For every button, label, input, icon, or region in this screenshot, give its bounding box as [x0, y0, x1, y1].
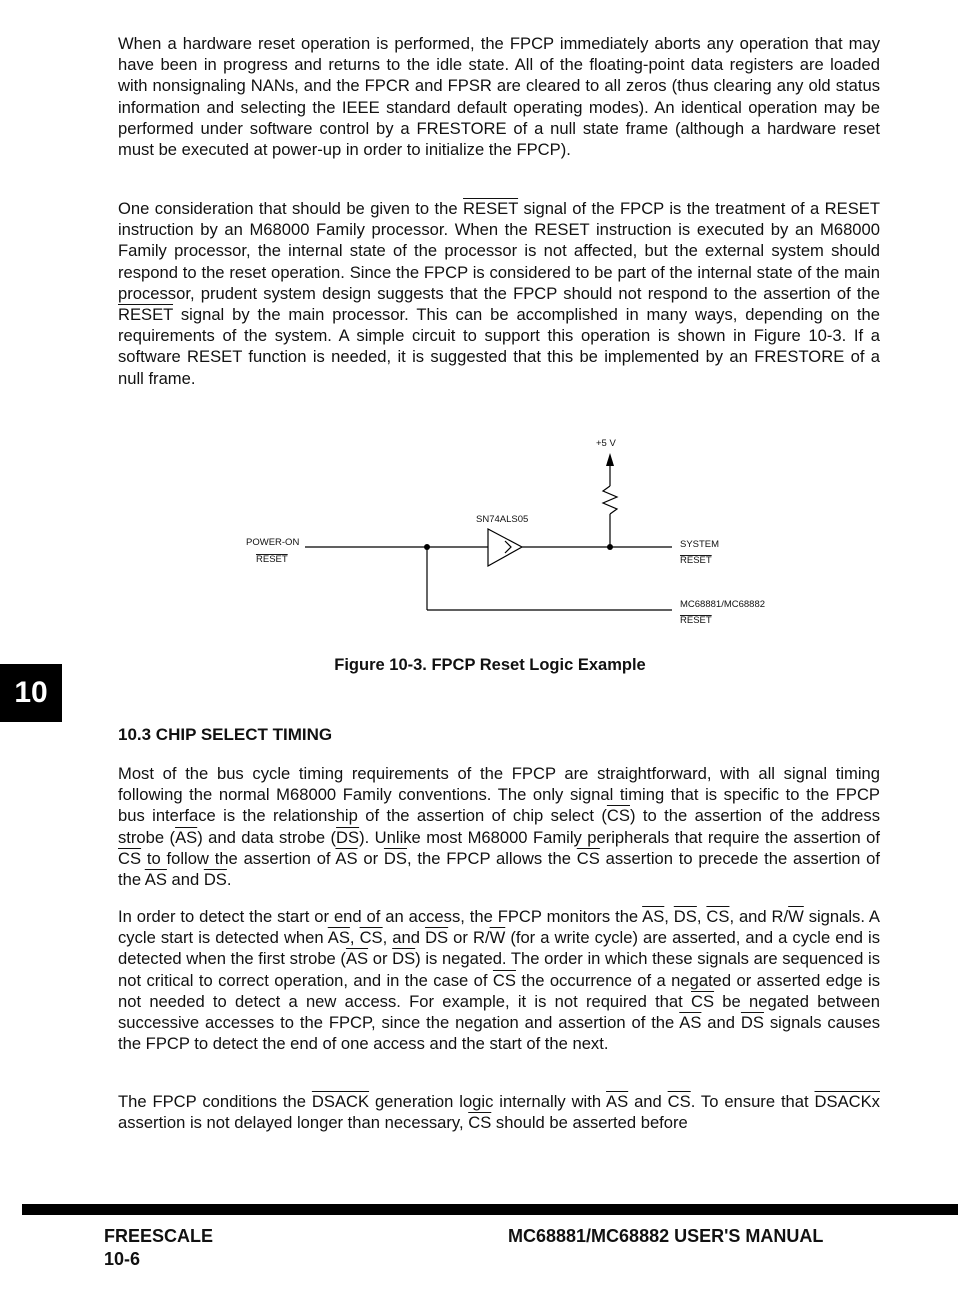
paragraph-hardware-reset: When a hardware reset operation is performed, the FPCP immediately aborts any operation that may have been in progress and returns to the idle state. All of the floating-point data registers are loaded with nonsignaling NANs, and the FPCR and FPSR are cleared to all zeros (thus clearing any old status information and selecting the IEEE standard default operating modes). An identical operation may be performed under software control by a FRESTORE of a null state frame (although a hardware reset must be executed at power-up in order to initialize the FPCP). — [118, 34, 880, 160]
junction-dot — [607, 544, 613, 550]
footer-rule — [22, 1204, 958, 1215]
section-heading: 10.3 CHIP SELECT TIMING — [118, 725, 333, 744]
paragraph-reset-consideration: One consideration that should be given to the RESET signal of the FPCP is the treatment of a RESET instruction by an M68000 Family processor. When the RESET instruction is executed by an M68000 Family processor, the internal state of the processor is not affected, but the external system should respond to the reset operation. Since the FPCP is considered to be part of the internal state of the main processor, prudent system design suggests that the FPCP should not respond to the assertion of the RESET signal by the main processor. This can be accomplished in many ways, depending on the requirements of the system. A simple circuit to support this operation is shown in Figure 10-3. If a software RESET function is needed, it is suggested that this be implemented by an FRESTORE of a null frame. — [118, 199, 881, 388]
reset-signal: RESET — [118, 305, 174, 325]
pullup-resistor — [603, 486, 617, 514]
figure-caption: Figure 10-3. FPCP Reset Logic Example — [334, 656, 646, 674]
paragraph-chip-select-timing: Most of the bus cycle timing requirements of the FPCP are straightforward, with all signal timing following the normal M68000 Family conventions. The only signal timing that is specific to the FPCP bus interface is the relationship of the assertion of chip select $(\overline{CS})$ to the assertion of the address strobe $(\overline{AS})$ and data strobe $(\overline{DS})$. Unlike most M68000 Family peripherals that require the assertion of $\overline{CS}$ to follow the assertion of $\overline{AS}$ or $\overline{DS}$, the FPCP allows the $\overline{CS}$ assertion to precede the assertion of the $\overline{AS}$ and $\overline{DS}$. — [118, 764, 880, 890]
footer-brand: FREESCALE — [104, 1226, 214, 1246]
reset-signal: RESET — [463, 199, 519, 218]
open-collector-buffer — [488, 529, 522, 566]
footer-manual-title: MC68881/MC68882 USER'S MANUAL — [508, 1226, 824, 1246]
chapter-tab: 10 — [0, 664, 62, 722]
input-label-line1: POWER-ON — [246, 537, 300, 548]
gate-label: SN74ALS05 — [476, 514, 529, 525]
paragraph-dsack-conditioning: The FPCP conditions the DSACK generation logic internally with $\overline{AS}$ and $\overline{CS}$. To ensure that DSACKx assertion is not delayed longer than necessary, $\overline{CS}$ should be asserted before — [118, 1092, 880, 1133]
junction-dot — [424, 544, 430, 550]
input-label-line2: RESET — [256, 554, 288, 565]
supply-arrow-icon — [606, 453, 614, 466]
output2-label-line1: MC68881/MC68882 — [680, 599, 766, 610]
output2-label-line2: RESET — [680, 615, 712, 626]
footer-page-number: 10-6 — [104, 1249, 141, 1269]
paragraph-access-detection: In order to detect the start or end of an access, the FPCP monitors the $\overline{AS}$, $\overline{DS}$, $\overline{CS}$, and $R/\overline{W}$ signals. A cycle start is detected when $\overline{AS}$, $\overline{CS}$, and $\overline{DS}$ or $R/\overline{W}$ (for a write cycle) are asserted, and a cycle end is detected when the first strobe ($\overline{AS}$ or $\overline{DS}$) is negated. The order in which these signals are sequenced is not critical to correct operation, and in the case of $\overline{CS}$ the occurrence of a negated or asserted edge is not needed to detect a new access. For example, it is not required that $\overline{CS}$ be negated between successive accesses to the FPCP, since the negation and assertion of the $\overline{AS}$ and $\overline{DS}$ signals causes the FPCP to detect the end of one access and the start of the next. — [118, 907, 881, 1054]
buffer-inner-mark — [505, 541, 511, 553]
supply-label: +5 V — [596, 438, 616, 449]
output1-label-line1: SYSTEM — [680, 539, 720, 550]
output1-label-line2: RESET — [680, 555, 712, 566]
